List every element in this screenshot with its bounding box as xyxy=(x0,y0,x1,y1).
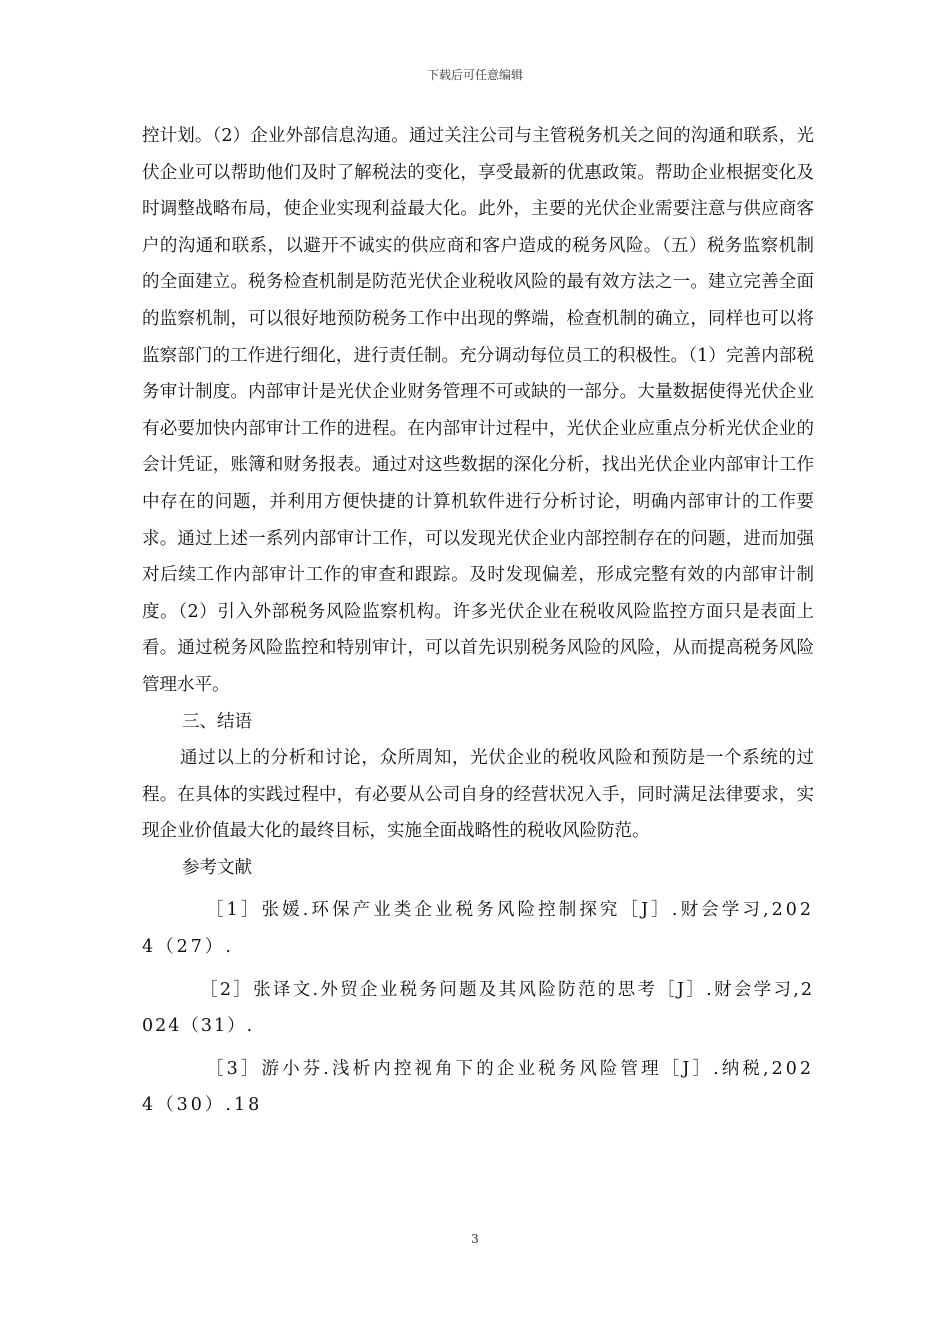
page-header: 下载后可任意编辑 xyxy=(426,68,523,82)
page-number: 3 xyxy=(471,1232,479,1246)
body-paragraph: 通过以上的分析和讨论，众所周知，光伏企业的税收风险和预防是一个系统的过程。在具体的实践过程中，有必要从公司自身的经营状况入手，同时满足法律要求，实现企业价值最大化的最终目标，实施全面战略性的税收风险防范。 xyxy=(142,748,814,842)
body-paragraph: 控计划。（2）企业外部信息沟通。通过关注公司与主管税务机关之间的沟通和联系，光伏企业可以帮助他们及时了解税法的变化，享受最新的优惠政策。帮助企业根据变化及时调整战略布局，使企业实现利益最大化。此外，主要的光伏企业需要注意与供应商客户的沟通和联系，以避开不诚实的供应商和客户造成的税务风险。（五）税务监察机制的全面建立。税务检查机制是防范光伏企业税收风险的最有效方法之一。建立完善全面的监察机制，可以很好地预防税务工作中出现的弊端，检查机制的确立，同样也可以将监察部门的工作进行细化，进行责任制。充分调动每位员工的积极性。（1）完善内部税务审计制度。内部审计是光伏企业财务管理不可或缺的一部分。大量数据使得光伏企业有必要加快内部审计工作的进程。在内部审计过程中，光伏企业应重点分析光伏企业的会计凭证，账簿和财务报表。通过对这些数据的深化分析，找出光伏企业内部审计工作中存在的问题，并利用方便快捷的计算机软件进行分析讨论，明确内部审计的工作要求。通过上述一系列内部审计工作，可以发现光伏企业内部控制存在的问题，进而加强对后续工作内部审计工作的审查和跟踪。及时发现偏差，形成完整有效的内部审计制度。（2）引入外部税务风险监察机构。许多光伏企业在税收风险监控方面只是表面上看。通过税务风险监控和特别审计，可以首先识别税务风险的风险，从而提高税务风险管理水平。 xyxy=(142,126,814,695)
references-title: 参考文献 xyxy=(182,857,252,878)
section-heading-conclusion: 三、结语 xyxy=(182,711,252,732)
reference-item: ［1］张媛.环保产业类企业税务风险控制探究［J］.财会学习,2024（27）. xyxy=(142,900,814,958)
reference-item: ［2］张译文.外贸企业税务问题及其风险防范的思考［J］.财会学习,2024（31）. xyxy=(142,979,814,1037)
document-body xyxy=(142,118,814,1124)
reference-item: ［3］游小芬.浅析内控视角下的企业税务风险管理［J］.纳税,2024（30）.18 xyxy=(142,1058,814,1116)
